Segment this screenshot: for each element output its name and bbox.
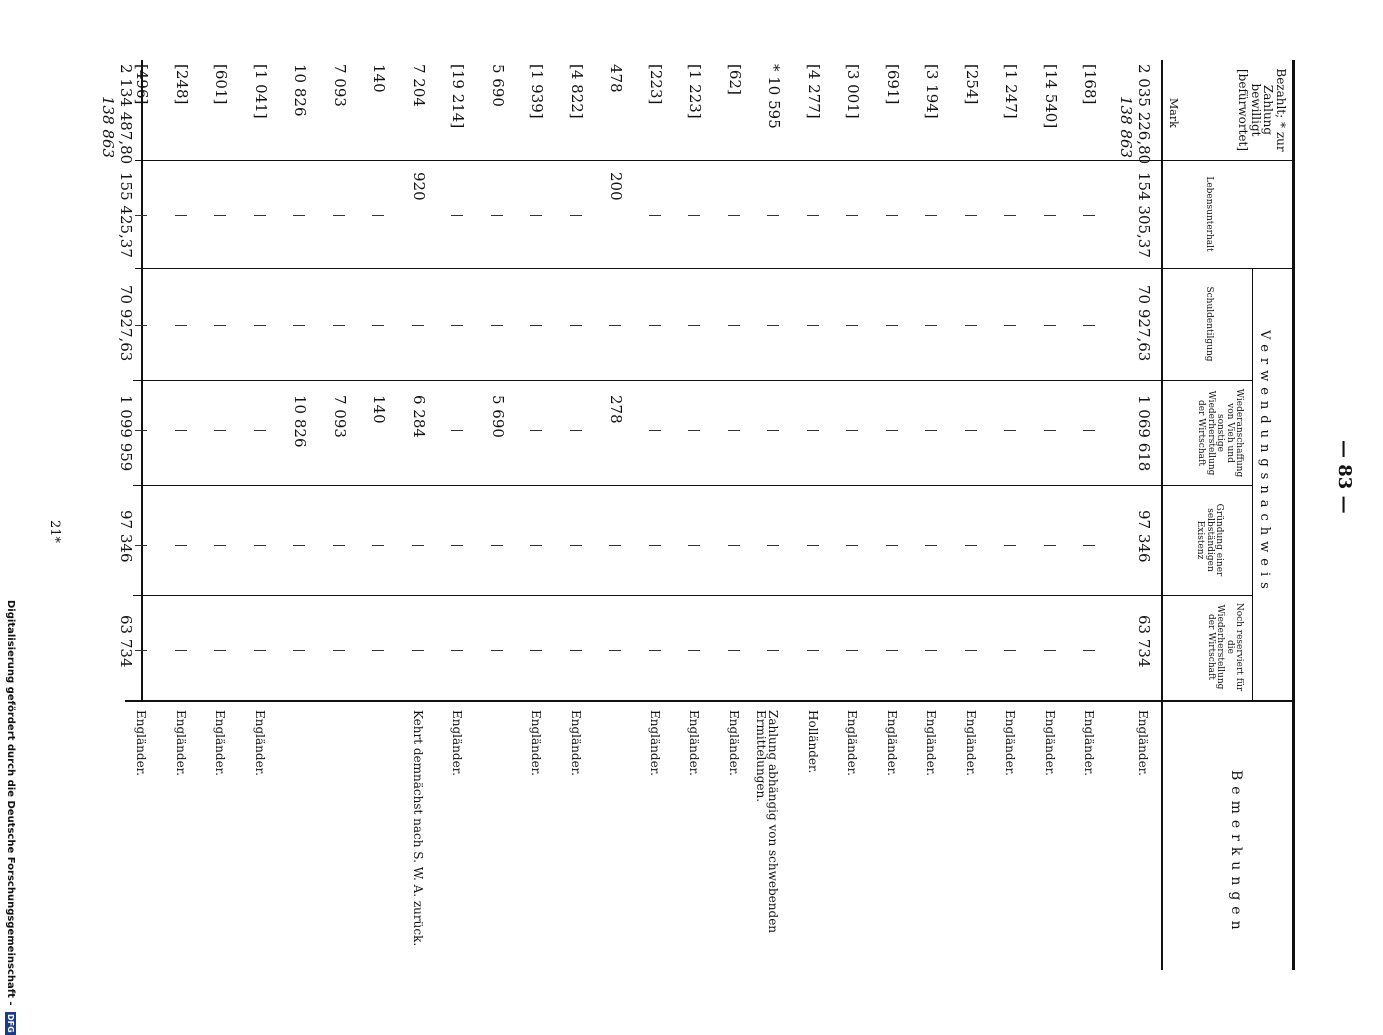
- empty-cell-dash: [1044, 215, 1056, 216]
- empty-cell-dash: [175, 650, 187, 651]
- cell-bezahlt: [248]: [173, 64, 191, 105]
- empty-cell-dash: [452, 650, 464, 651]
- empty-cell-dash: [926, 545, 938, 546]
- cell-bezahlt: 7 204: [410, 64, 428, 107]
- empty-cell-dash: [373, 650, 385, 651]
- cell-remark: Engländer.: [174, 710, 188, 776]
- empty-cell-dash: [294, 545, 306, 546]
- empty-cell-dash: [373, 545, 385, 546]
- cell-remark: Engländer.: [727, 710, 741, 776]
- empty-cell-dash: [294, 325, 306, 326]
- col-sep-1: [135, 160, 1295, 161]
- total-bezahlt: 2 134 487,80: [117, 64, 135, 165]
- empty-cell-dash: [1084, 430, 1096, 431]
- empty-cell-dash: [531, 545, 543, 546]
- empty-cell-dash: [1044, 430, 1056, 431]
- empty-cell-dash: [452, 430, 464, 431]
- empty-cell-dash: [847, 650, 859, 651]
- cell-remark: Engländer.: [1082, 710, 1097, 776]
- cell-bezahlt: [254]: [963, 64, 981, 105]
- cell-remark: Engländer.: [569, 710, 583, 776]
- cell-bezahlt: [223]: [647, 64, 665, 105]
- cell-remark: Engländer.: [1003, 710, 1018, 776]
- empty-cell-dash: [649, 650, 661, 651]
- cell-bezahlt: [1 247]: [1002, 64, 1021, 119]
- empty-cell-dash: [965, 650, 977, 651]
- empty-cell-dash: [570, 325, 582, 326]
- empty-cell-dash: [847, 215, 859, 216]
- cell-bezahlt: * 10 595: [765, 64, 784, 129]
- cell-bezahlt-2: 138 863: [1117, 96, 1135, 159]
- total-c: 1 099 959: [117, 395, 135, 472]
- cell-remark: Kehrt demnächst nach S. W. A. zurück.: [411, 710, 425, 947]
- col-sep-2: [135, 268, 1295, 269]
- empty-cell-dash: [965, 430, 977, 431]
- empty-cell-dash: [1005, 215, 1017, 216]
- empty-cell-dash: [215, 545, 227, 546]
- empty-cell-dash: [333, 545, 345, 546]
- empty-cell-dash: [1044, 325, 1056, 326]
- empty-cell-dash: [175, 430, 187, 431]
- empty-cell-dash: [412, 325, 424, 326]
- cell-remark: Engländer.: [1136, 710, 1150, 776]
- empty-cell-dash: [610, 650, 622, 651]
- empty-cell-dash: [768, 325, 780, 326]
- cell-remark: Holländer.: [806, 710, 820, 774]
- empty-cell-dash: [373, 325, 385, 326]
- empty-cell-dash: [215, 430, 227, 431]
- empty-cell-dash: [847, 545, 859, 546]
- empty-cell-dash: [649, 215, 661, 216]
- empty-cell-dash: [333, 215, 345, 216]
- col-sep-6: [125, 700, 1295, 702]
- total-a: 155 425,37: [117, 172, 135, 258]
- empty-cell-dash: [136, 545, 148, 546]
- cell-remark: Engländer.: [134, 710, 149, 776]
- empty-cell-dash: [294, 650, 306, 651]
- cell-a: 154 305,37: [1135, 172, 1153, 258]
- empty-cell-dash: [531, 325, 543, 326]
- empty-cell-dash: [175, 325, 187, 326]
- empty-cell-dash: [1044, 650, 1056, 651]
- empty-cell-dash: [1084, 215, 1096, 216]
- empty-cell-dash: [610, 325, 622, 326]
- empty-cell-dash: [175, 545, 187, 546]
- empty-cell-dash: [728, 650, 740, 651]
- header-col-e: Noch reserviert für die Wiederherstellung der Wirtschaft: [1205, 602, 1244, 692]
- header-col-d: Gründung einer selbständigen Existenz: [1195, 503, 1224, 577]
- empty-cell-dash: [1005, 650, 1017, 651]
- empty-cell-dash: [531, 650, 543, 651]
- cell-bezahlt: 5 690: [489, 64, 507, 107]
- cell-bezahlt: [1 223]: [686, 64, 705, 119]
- empty-cell-dash: [847, 325, 859, 326]
- empty-cell-dash: [452, 325, 464, 326]
- cell-c: 5 690: [489, 395, 507, 438]
- cell-bezahlt: [14 540]: [1042, 64, 1060, 129]
- empty-cell-dash: [1084, 650, 1096, 651]
- footer-signature: 21*: [47, 520, 62, 544]
- cell-remark: Engländer.: [253, 710, 267, 776]
- cell-d: 97 346: [1135, 510, 1153, 563]
- cell-bezahlt: 2 035 226,80: [1135, 64, 1153, 165]
- empty-cell-dash: [965, 215, 977, 216]
- cell-remark: Engländer.: [213, 710, 228, 776]
- empty-cell-dash: [768, 545, 780, 546]
- empty-cell-dash: [807, 215, 819, 216]
- header-group-title: Verwendungsnachweis: [1257, 330, 1272, 595]
- empty-cell-dash: [807, 325, 819, 326]
- cell-e: 63 734: [1135, 615, 1153, 668]
- empty-cell-dash: [570, 215, 582, 216]
- empty-cell-dash: [491, 215, 503, 216]
- header-remarks: Bemerkungen: [1228, 770, 1244, 936]
- empty-cell-dash: [570, 650, 582, 651]
- empty-cell-dash: [570, 430, 582, 431]
- total-b: 70 927,63: [117, 285, 135, 362]
- cell-bezahlt: 478: [607, 64, 626, 93]
- empty-cell-dash: [1005, 430, 1017, 431]
- cell-bezahlt: [691]: [884, 64, 902, 105]
- top-rule: [1292, 60, 1295, 970]
- header-bezahlt: Bezahlt; * zur Zahlung bewilligt [befürwortet]: [1236, 68, 1288, 152]
- empty-cell-dash: [728, 325, 740, 326]
- empty-cell-dash: [175, 215, 187, 216]
- cell-a: 920: [410, 172, 428, 201]
- cell-c: 278: [607, 395, 626, 424]
- cell-remark: Engländer.: [885, 710, 899, 776]
- total-e: 63 734: [117, 615, 135, 668]
- col-sep-5: [133, 595, 1253, 596]
- empty-cell-dash: [136, 650, 148, 651]
- empty-cell-dash: [965, 325, 977, 326]
- empty-cell-dash: [728, 545, 740, 546]
- empty-cell-dash: [886, 430, 898, 431]
- cell-remark: Engländer.: [648, 710, 662, 776]
- cell-bezahlt: [168]: [1081, 64, 1100, 105]
- empty-cell-dash: [610, 545, 622, 546]
- cell-bezahlt: [3 001]: [844, 64, 863, 119]
- page-number: — 83 —: [1334, 440, 1355, 514]
- cell-bezahlt: [19 214]: [449, 64, 468, 129]
- total-bezahlt-2: 138 863: [99, 96, 117, 159]
- empty-cell-dash: [926, 650, 938, 651]
- empty-cell-dash: [215, 325, 227, 326]
- empty-cell-dash: [452, 545, 464, 546]
- empty-cell-dash: [886, 545, 898, 546]
- credit-text: Digitalisierung gefördert durch die Deutsche Forschungsgemeinschaft -: [5, 600, 16, 1006]
- empty-cell-dash: [728, 430, 740, 431]
- empty-cell-dash: [689, 545, 701, 546]
- header-col-c: Wiederanschaffung von Vieh und sonstige Wiederherstellung der Wirtschaft: [1196, 388, 1244, 478]
- cell-bezahlt: [62]: [726, 64, 744, 95]
- empty-cell-dash: [768, 430, 780, 431]
- cell-c: 10 826: [291, 395, 310, 448]
- empty-cell-dash: [1084, 545, 1096, 546]
- cell-c: 1 069 618: [1135, 395, 1153, 472]
- cell-remark: Engländer.: [964, 710, 978, 776]
- cell-remark: Zahlung abhängig von schwebenden Ermittelungen.: [754, 710, 781, 934]
- empty-cell-dash: [886, 650, 898, 651]
- empty-cell-dash: [886, 325, 898, 326]
- cell-c: 140: [370, 395, 389, 424]
- cell-bezahlt: [1 939]: [528, 64, 547, 119]
- empty-cell-dash: [136, 430, 148, 431]
- empty-cell-dash: [689, 430, 701, 431]
- digitization-credit: [2, 600, 16, 1033]
- empty-cell-dash: [768, 650, 780, 651]
- empty-cell-dash: [926, 215, 938, 216]
- cell-b: 70 927,63: [1135, 285, 1153, 362]
- cell-remark: Engländer.: [450, 710, 465, 776]
- cell-remark: Engländer.: [924, 710, 939, 776]
- cell-bezahlt: [601]: [212, 64, 231, 105]
- empty-cell-dash: [768, 215, 780, 216]
- group-rule: [1252, 268, 1253, 700]
- cell-bezahlt: [496]: [133, 64, 152, 105]
- cell-remark: Engländer.: [1043, 710, 1057, 776]
- empty-cell-dash: [452, 215, 464, 216]
- empty-cell-dash: [847, 430, 859, 431]
- empty-cell-dash: [531, 430, 543, 431]
- empty-cell-dash: [254, 650, 266, 651]
- empty-cell-dash: [136, 325, 148, 326]
- empty-cell-dash: [215, 215, 227, 216]
- cell-c: 6 284: [410, 395, 428, 438]
- empty-cell-dash: [491, 650, 503, 651]
- empty-cell-dash: [531, 215, 543, 216]
- header-bezahlt-unit: Mark: [1167, 98, 1180, 128]
- empty-cell-dash: [807, 430, 819, 431]
- empty-cell-dash: [926, 430, 938, 431]
- empty-cell-dash: [689, 325, 701, 326]
- empty-cell-dash: [886, 215, 898, 216]
- cell-bezahlt: 7 093: [331, 64, 349, 107]
- empty-cell-dash: [728, 215, 740, 216]
- empty-cell-dash: [254, 215, 266, 216]
- empty-cell-dash: [491, 545, 503, 546]
- header-rule: [1161, 60, 1163, 970]
- cell-remark: Engländer.: [529, 710, 544, 776]
- cell-bezahlt: [4 277]: [805, 64, 823, 119]
- empty-cell-dash: [294, 215, 306, 216]
- cell-bezahlt: 10 826: [291, 64, 310, 117]
- empty-cell-dash: [136, 215, 148, 216]
- empty-cell-dash: [412, 545, 424, 546]
- empty-cell-dash: [689, 650, 701, 651]
- empty-cell-dash: [649, 430, 661, 431]
- cell-bezahlt: [1 041]: [252, 64, 270, 119]
- empty-cell-dash: [1005, 545, 1017, 546]
- empty-cell-dash: [333, 650, 345, 651]
- empty-cell-dash: [254, 430, 266, 431]
- total-d: 97 346: [117, 510, 135, 563]
- cell-bezahlt: [3 194]: [923, 64, 942, 119]
- cell-remark: Engländer.: [687, 710, 702, 776]
- empty-cell-dash: [1005, 325, 1017, 326]
- col-sep-4: [133, 485, 1253, 486]
- empty-cell-dash: [491, 325, 503, 326]
- empty-cell-dash: [689, 215, 701, 216]
- empty-cell-dash: [373, 215, 385, 216]
- empty-cell-dash: [333, 325, 345, 326]
- empty-cell-dash: [215, 650, 227, 651]
- cell-a: 200: [607, 172, 626, 201]
- col-sep-3: [133, 380, 1253, 381]
- empty-cell-dash: [807, 650, 819, 651]
- cell-remark: Engländer.: [845, 710, 860, 776]
- empty-cell-dash: [649, 325, 661, 326]
- header-col-b: Schuldentilgung: [1204, 286, 1214, 362]
- cell-bezahlt: [4 822]: [568, 64, 586, 119]
- empty-cell-dash: [1084, 325, 1096, 326]
- empty-cell-dash: [254, 545, 266, 546]
- empty-cell-dash: [649, 545, 661, 546]
- empty-cell-dash: [1044, 545, 1056, 546]
- dfg-logo: DFG: [6, 1014, 15, 1033]
- empty-cell-dash: [965, 545, 977, 546]
- empty-cell-dash: [570, 545, 582, 546]
- cell-c: 7 093: [331, 395, 349, 438]
- empty-cell-dash: [412, 650, 424, 651]
- empty-cell-dash: [807, 545, 819, 546]
- empty-cell-dash: [926, 325, 938, 326]
- cell-bezahlt: 140: [370, 64, 389, 93]
- header-col-a: Lebensunterhalt: [1204, 176, 1214, 252]
- empty-cell-dash: [254, 325, 266, 326]
